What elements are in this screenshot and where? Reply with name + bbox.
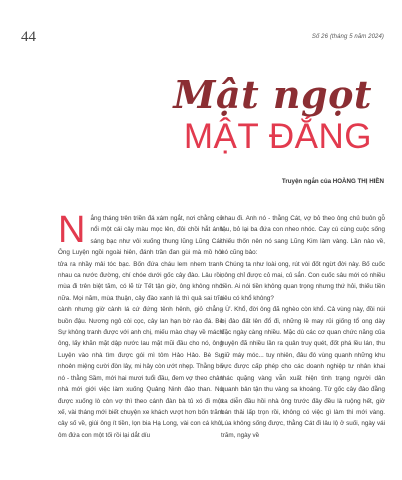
- issue-info: Số 26 (tháng 5 năm 2024): [311, 34, 384, 40]
- title-script: Mật ngọt: [173, 72, 372, 117]
- article-left-column: [58, 209, 223, 441]
- title-main: MẬT ĐẮNG: [183, 117, 372, 156]
- drop-cap: N: [58, 209, 86, 251]
- byline: Truyện ngắn của HOÀNG THỊ HIỀN: [281, 178, 384, 185]
- article-right-column: [221, 213, 385, 441]
- page-number: 44: [21, 29, 36, 45]
- article-left-text: ắng tháng trên triền đá xám ngắt, nơi chằng cỏ nổi một cái cây màu mọc lên, đôi chồi hắt ánh sáng bạc như vôi xuống thung lũng Lũng Cái. Ông Luyện ngồi ngoài hiên, đánh trần đan gùi mà mồ hôi tửa ra nhầy mải tóc bạc. Bốn đứa cháu lem nhem tranh nhau ca nước đường, chí chóe dưới gốc cây đào. Lâu rồi, mùa đi trên biệt tăm, có lẽ từ Tết tận giờ, ông không nhớ nữa. Mọi năm, mùa thuận, cây đào xanh lá thì quả sai trĩu cành nhưng giờ cành lá cứ đứng tênh hênh, giỏ chẳng buồn đậu. Nương ngô còi cọc, cây lan hạn bờ rào đá. Bè Sự không tranh được với anh chị, miếu mào chạy về mách ông, lấy khăn mặt dập nước lau mặt mũi đầu cho nó, ông Luyện vào nhà tìm được gói mì tôm Hảo Hảo. Bè Sự nhoẻn miệng cười đòn lây, mi hây còn ướt nhẹp. Thằng bố nó - thằng Sầm, mới hai mươi tuổi đầu, đem vợ theo chân nhà mới giới việc làm xuống Quảng Ninh đào than. Nó được xuống lò còn vợ thì theo cánh đàn bà tủ xó đi một xế, vài tháng mới biết chuyện xe khách vượt hơn bốn trăm cây số về, giúi ông ít tiền, lọn bia Hạ Long, vài con cá khô, ôm đứa con một tối rồi lại dắt díu: [58, 215, 223, 439]
- article-right-text: nhau đi. Anh nó - thằng Cát, vợ bỏ theo ông chủ buôn gỗ lậu, bỏ lại ba đứa con nheo nhóc. Cay cú cùng cuộc sống thiếu thốn nên nó sang Lũng Kim làm vàng. Lần nào về, nó cũng bảo: - Chúng ta như loài ong, rút vòi đốt ngừt đời này. Bố cuốc nông chỉ được cỏ mai, củ sắn. Con cuốc sâu mới có nhiều tiền. Ai nói tiền không quan trọng nhưng thứ hỏi, thiếu tiền tiêu có khổ không? - Ừ. Khổ, đời ông đã nghèo còn khổ. Cả vùng này, đồi núi bị đào đất lên đổ đi, những lề may rủi giống tổ ong dày đặc ngày càng nhiều. Mặc dù các cơ quan chức năng của huyện đã nhiều lần ra quân truy quét, đốt phá lều lán, thu giữ máy móc... tuy nhiên, đâu đó vùng quanh những khu vực được cấp phép cho các doanh nghiệp tư nhân khai thác quặng vàng vẫn xuất hiện tình trạng người dân quanh bản tận thu vàng sa khoáng. Từ gốc cây đào đằng xa diễn đầu hồi nhà ông trước đây đều là ruộng hết, giờ bán thải lấp trọn rồi, không có việc gì làm thì mới vàng. Lúa không sống được, thằng Cát đi lâu lộ ở suối, ngày vái trăm, ngày về: [221, 215, 385, 439]
